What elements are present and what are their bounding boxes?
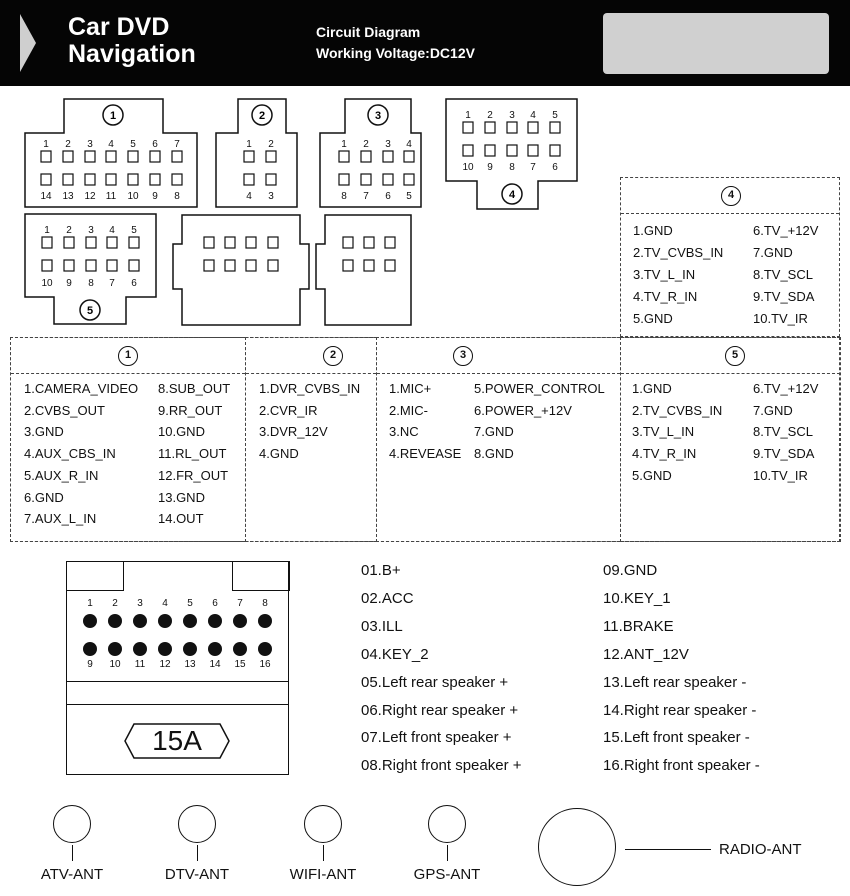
connector-1-bottom-pin-number: 14: [40, 191, 52, 202]
connector-4-bottom-pin-number: 10: [462, 162, 474, 173]
connector-5-top-socket: [64, 237, 74, 248]
harness-pin: [83, 642, 97, 656]
connector-4-bottom-pin-number: 9: [487, 162, 493, 173]
connector-2-badge-number: 2: [258, 110, 266, 122]
pinout-5-entry: 8.TV_SCL: [753, 424, 813, 440]
connector-5-badge-number: 5: [86, 305, 94, 317]
connector-5-bottom-pin-number: 9: [66, 278, 72, 289]
connector-4-top-pin-number: 5: [552, 110, 558, 121]
connector-1-bottom-socket: [41, 174, 51, 185]
antenna-lead: [197, 845, 198, 861]
pinout-1-entry: 11.RL_OUT: [158, 446, 227, 462]
connector-1-bottom-socket: [150, 174, 160, 185]
connector-5-bottom-pin-number: 8: [88, 278, 94, 289]
connector-1-top-socket: [85, 151, 95, 162]
antenna-label: ATV-ANT: [40, 866, 104, 883]
connector-3-badge-number: 3: [374, 110, 382, 122]
pinout-4-entry: 4.TV_R_IN: [633, 289, 698, 304]
connector-1-bottom-pin-number: 10: [127, 191, 139, 202]
connector-3-top-pin-number: 1: [341, 139, 347, 150]
pinout-2-header: [246, 338, 376, 374]
pinout-4-header: [621, 178, 839, 214]
connector-4-top-socket: [550, 122, 560, 133]
connector-1-top-socket: [63, 151, 73, 162]
wire-assignment: 11.BRAKE: [603, 617, 674, 635]
connector-1-bottom-pin-number: 9: [152, 191, 158, 202]
pinout-3-entry: 3.NC: [389, 424, 419, 440]
connector-1-bottom-socket: [172, 174, 182, 185]
pinout-4-entry: 6.TV_+12V: [753, 223, 819, 238]
harness-pin: [108, 642, 122, 656]
connector-5-top-socket: [129, 237, 139, 248]
connector-4-badge: 4: [721, 186, 741, 206]
connector-3-top-pin-number: 2: [363, 139, 369, 150]
pinout-2-entry: 4.GND: [259, 446, 299, 462]
pinout-4-entry: 10.TV_IR: [753, 311, 808, 326]
connector-4-bottom-socket: [463, 145, 473, 156]
connector-5-badge: 5: [725, 346, 745, 366]
mating-8pin-bottom-socket: [268, 260, 278, 271]
connector-1-top-socket: [41, 151, 51, 162]
pinout-3-entry: 6.POWER_+12V: [474, 402, 572, 418]
harness-pin-number: 3: [137, 598, 143, 609]
mating-8pin-bottom-socket: [225, 260, 235, 271]
connector-3-bottom-socket: [361, 174, 371, 185]
connector-1-badge: 1: [118, 346, 138, 366]
connector-2-top-pin-number: 1: [246, 139, 252, 150]
pinout-cell-1: [10, 337, 246, 542]
connector-4-top-pin-number: 1: [465, 110, 471, 121]
connector-3-top-pin-number: 4: [406, 139, 412, 150]
connector-1-top-pin-number: 3: [87, 139, 93, 150]
pinout-5-entry: 2.TV_CVBS_IN: [632, 402, 723, 418]
harness-pin-number: 13: [184, 659, 196, 670]
connector-1-bottom-pin-number: 8: [174, 191, 180, 202]
connector-4-bottom-socket: [528, 145, 538, 156]
harness-pin: [208, 614, 222, 628]
wire-assignment: 06.Right rear speaker +: [361, 701, 519, 719]
wire-assignment: 02.ACC: [361, 589, 414, 607]
harness-pin-number: 16: [259, 659, 271, 670]
pinout-3-entry: 1.MIC+: [389, 381, 432, 396]
connector-1-bottom-socket: [63, 174, 73, 185]
radio-antenna-socket: [538, 808, 616, 886]
connector-1-top-pin-number: 5: [130, 139, 136, 150]
harness-pin: [158, 642, 172, 656]
connector-4-top-pin-number: 2: [487, 110, 493, 121]
connector-3-top-socket: [383, 151, 393, 162]
connector-1-bottom-pin-number: 13: [62, 191, 74, 202]
connector-1-top-socket: [172, 151, 182, 162]
harness-pin: [208, 642, 222, 656]
harness-pin: [258, 642, 272, 656]
connector-3-top-pin-number: 3: [385, 139, 391, 150]
connector-4-bottom-socket: [507, 145, 517, 156]
wire-assignment: 12.ANT_12V: [603, 645, 689, 663]
harness-pin-number: 6: [212, 598, 218, 609]
pinout-cell-5: [620, 337, 841, 542]
pinout-table-main: [10, 337, 840, 542]
harness-divider-2: [67, 704, 288, 705]
connector-1-top-pin-number: 1: [43, 139, 49, 150]
connector-3-bottom-socket: [383, 174, 393, 185]
connector-4-top-pin-number: 3: [509, 110, 515, 121]
mating-housing-8pin: [173, 215, 309, 325]
pinout-1-entry: 9.RR_OUT: [158, 402, 223, 418]
connector-3-badge: 3: [453, 346, 473, 366]
connector-3-top-socket: [339, 151, 349, 162]
connector-1-bottom-pin-number: 11: [105, 191, 117, 202]
pinout-3-entry: 7.GND: [474, 424, 514, 440]
pinout-3-header: [377, 338, 620, 374]
harness-pin-number: 1: [87, 598, 93, 609]
wire-assignment: 07.Left front speaker +: [361, 729, 512, 747]
antenna-socket: [304, 805, 342, 843]
pinout-4-entry: 1.GND: [633, 223, 673, 238]
connector-3-bottom-pin-number: 7: [363, 191, 369, 202]
connector-5-bottom-socket: [129, 260, 139, 271]
wire-assignment: 16.Right front speaker -: [603, 757, 760, 775]
harness-pin: [258, 614, 272, 628]
connector-1-badge-number: 1: [109, 110, 117, 122]
pinout-1-entry: 10.GND: [158, 424, 205, 440]
connector-4-top-socket: [528, 122, 538, 133]
wire-assignment: 08.Right front speaker +: [361, 757, 522, 775]
wire-assignment: 13.Left rear speaker -: [603, 673, 747, 691]
pinout-3-entry: 5.POWER_CONTROL: [474, 381, 605, 396]
connector-1-top-socket: [150, 151, 160, 162]
connector-5-top-socket: [107, 237, 117, 248]
antenna-label: WIFI-ANT: [289, 866, 357, 883]
subtitle-line-1: Circuit Diagram: [316, 24, 421, 40]
pinout-1-entry: 12.FR_OUT: [158, 467, 229, 483]
pinout-1-entry: 13.GND: [158, 489, 205, 505]
mating-6pin-top-socket: [343, 237, 353, 248]
harness-pin: [158, 614, 172, 628]
connector-2-bottom-socket: [266, 174, 276, 185]
pinout-5-entry: 7.GND: [753, 402, 793, 418]
connector-1-top-pin-number: 7: [174, 139, 180, 150]
pinout-1-entry: 4.AUX_CBS_IN: [24, 446, 116, 462]
connector-5-top-pin-number: 4: [109, 225, 115, 236]
harness-pin-number: 15: [234, 659, 246, 670]
pinout-1-entry: 7.AUX_L_IN: [24, 511, 97, 527]
connector-4-top-socket: [463, 122, 473, 133]
connector-5-top-pin-number: 2: [66, 225, 72, 236]
wire-assignment: 10.KEY_1: [603, 589, 671, 607]
harness-notch-right: [232, 561, 290, 591]
antenna-socket: [178, 805, 216, 843]
harness-pin: [183, 642, 197, 656]
connector-2-bottom-pin-number: 3: [268, 191, 274, 202]
connector-2-bottom-pin-number: 4: [246, 191, 252, 202]
wire-assignment: 04.KEY_2: [361, 645, 429, 663]
connector-1-top-pin-number: 6: [152, 139, 158, 150]
pinout-4-entry: 9.TV_SDA: [753, 289, 815, 304]
antenna-label: DTV-ANT: [164, 866, 230, 883]
connector-2-top-socket: [244, 151, 254, 162]
mating-8pin-bottom-socket: [246, 260, 256, 271]
connector-5-bottom-socket: [64, 260, 74, 271]
mating-6pin-bottom-socket: [343, 260, 353, 271]
pinout-4-entry: 5.GND: [633, 311, 673, 326]
connector-5-bottom-pin-number: 6: [131, 278, 137, 289]
harness-pin: [83, 614, 97, 628]
title-line-2: Navigation: [68, 40, 196, 68]
connector-4-bottom-pin-number: 7: [530, 162, 536, 173]
radio-antenna-lead: [625, 849, 711, 850]
antenna-lead: [72, 845, 73, 861]
connector-3-bottom-pin-number: 8: [341, 191, 347, 202]
connector-1-bottom-socket: [85, 174, 95, 185]
harness-pin-number: 9: [87, 659, 93, 670]
mating-6pin-bottom-socket: [364, 260, 374, 271]
connector-1-top-socket: [106, 151, 116, 162]
pinout-4-entry: 3.TV_L_IN: [633, 267, 696, 282]
connector-1-top-pin-number: 2: [65, 139, 71, 150]
pinout-5-entry: 10.TV_IR: [753, 467, 808, 483]
pinout-5-entry: 1.GND: [632, 381, 672, 396]
connector-5-bottom-socket: [86, 260, 96, 271]
connector-4-badge-number: 4: [508, 189, 516, 201]
harness-pin-number: 5: [187, 598, 193, 609]
harness-pin: [133, 642, 147, 656]
antenna-socket: [53, 805, 91, 843]
mating-8pin-top-socket: [204, 237, 214, 248]
pinout-5-entry: 6.TV_+12V: [753, 381, 819, 396]
connector-5-top-socket: [86, 237, 96, 248]
harness-pin-number: 8: [262, 598, 268, 609]
connector-1-bottom-socket: [128, 174, 138, 185]
pinout-4-entry: 2.TV_CVBS_IN: [633, 245, 724, 260]
connector-3-bottom-pin-number: 5: [406, 191, 412, 202]
connector-5-top-socket: [42, 237, 52, 248]
harness-pin-number: 7: [237, 598, 243, 609]
connector-2-top-pin-number: 2: [268, 139, 274, 150]
pinout-2-entry: 2.CVR_IR: [259, 402, 318, 418]
pinout-1-entry: 5.AUX_R_IN: [24, 467, 99, 483]
connector-3-top-socket: [361, 151, 371, 162]
harness-pin-number: 4: [162, 598, 168, 609]
mating-8pin-top-socket: [246, 237, 256, 248]
antenna-label: GPS-ANT: [413, 866, 481, 883]
connector-4-top-socket: [507, 122, 517, 133]
harness-pin-number: 14: [209, 659, 221, 670]
connector-5-top-pin-number: 5: [131, 225, 137, 236]
wire-assignment: 05.Left rear speaker +: [361, 673, 509, 691]
harness-pin-number: 10: [109, 659, 121, 670]
harness-pin-number: 11: [134, 659, 146, 670]
harness-pin-number: 2: [112, 598, 118, 609]
radio-antenna-label: RADIO-ANT: [719, 841, 802, 858]
pinout-4-entry: 8.TV_SCL: [753, 267, 813, 282]
connector-3-bottom-socket: [404, 174, 414, 185]
connector-4-top-socket: [485, 122, 495, 133]
pinout-1-entry: 3.GND: [24, 424, 64, 440]
harness-pin: [133, 614, 147, 628]
pinout-1-entry: 14.OUT: [158, 511, 204, 527]
harness-pin: [108, 614, 122, 628]
mating-6pin-bottom-socket: [385, 260, 395, 271]
pinout-2-entry: 1.DVR_CVBS_IN: [259, 381, 361, 396]
pinout-1-entry: 1.CAMERA_VIDEO: [24, 381, 139, 396]
connector-1-top-socket: [128, 151, 138, 162]
harness-pin: [233, 614, 247, 628]
connector-5-top-pin-number: 1: [44, 225, 50, 236]
pinout-4-entry: 7.GND: [753, 245, 793, 260]
pinout-table-4: [620, 177, 840, 337]
connector-5-bottom-socket: [42, 260, 52, 271]
pinout-5-entry: 5.GND: [632, 467, 672, 483]
title-line-1: Car DVD: [68, 13, 170, 41]
pinout-3-entry: 8.GND: [474, 446, 514, 462]
mating-8pin-top-socket: [225, 237, 235, 248]
connector-5-bottom-socket: [107, 260, 117, 271]
connector-1-bottom-socket: [106, 174, 116, 185]
connector-2-bottom-socket: [244, 174, 254, 185]
pinout-1-entry: 8.SUB_OUT: [158, 381, 231, 396]
connector-3-bottom-pin-number: 6: [385, 191, 391, 202]
wire-assignment: 14.Right rear speaker -: [603, 701, 757, 719]
antenna-lead: [323, 845, 324, 861]
pinout-cell-2: [245, 337, 377, 542]
antenna-socket: [428, 805, 466, 843]
pinout-5-entry: 9.TV_SDA: [753, 446, 815, 462]
connector-3-top-socket: [404, 151, 414, 162]
connector-5-bottom-pin-number: 7: [109, 278, 115, 289]
harness-notch-left: [66, 561, 124, 591]
subtitle-line-2: Working Voltage:DC12V: [316, 45, 475, 61]
pinout-1-entry: 2.CVBS_OUT: [24, 402, 105, 418]
harness-divider-1: [67, 681, 288, 682]
connector-2-top-socket: [266, 151, 276, 162]
connector-4-bottom-pin-number: 6: [552, 162, 558, 173]
connector-1-bottom-pin-number: 12: [84, 191, 96, 202]
connector-2-badge: 2: [323, 346, 343, 366]
mating-6pin-top-socket: [364, 237, 374, 248]
connector-5-top-pin-number: 3: [88, 225, 94, 236]
pinout-5-header: [621, 338, 840, 374]
fuse-rating: 15A: [152, 725, 202, 756]
pinout-2-entry: 3.DVR_12V: [259, 424, 328, 440]
harness-pin: [233, 642, 247, 656]
pinout-1-entry: 6.GND: [24, 489, 64, 505]
wire-assignment: 01.B+: [361, 562, 401, 579]
wire-assignment: 03.ILL: [361, 617, 403, 635]
connector-1-top-pin-number: 4: [108, 139, 114, 150]
wire-assignment: 09.GND: [603, 562, 658, 579]
mating-8pin-bottom-socket: [204, 260, 214, 271]
pinout-1-header: [11, 338, 245, 374]
mating-6pin-top-socket: [385, 237, 395, 248]
connector-4-bottom-socket: [485, 145, 495, 156]
pinout-3-entry: 4.REVEASE: [389, 446, 462, 462]
pinout-5-entry: 3.TV_L_IN: [632, 424, 695, 440]
pinout-cell-3: [376, 337, 621, 542]
harness-pin-number: 12: [159, 659, 171, 670]
connector-4-bottom-pin-number: 8: [509, 162, 515, 173]
connector-5-bottom-pin-number: 10: [41, 278, 53, 289]
mating-8pin-top-socket: [268, 237, 278, 248]
connector-3-bottom-socket: [339, 174, 349, 185]
pinout-3-entry: 2.MIC-: [389, 402, 428, 418]
pinout-5-entry: 4.TV_R_IN: [632, 446, 697, 462]
wire-assignment: 15.Left front speaker -: [603, 729, 750, 747]
antenna-lead: [447, 845, 448, 861]
connector-4-bottom-socket: [550, 145, 560, 156]
harness-pin: [183, 614, 197, 628]
connector-4-top-pin-number: 4: [530, 110, 536, 121]
